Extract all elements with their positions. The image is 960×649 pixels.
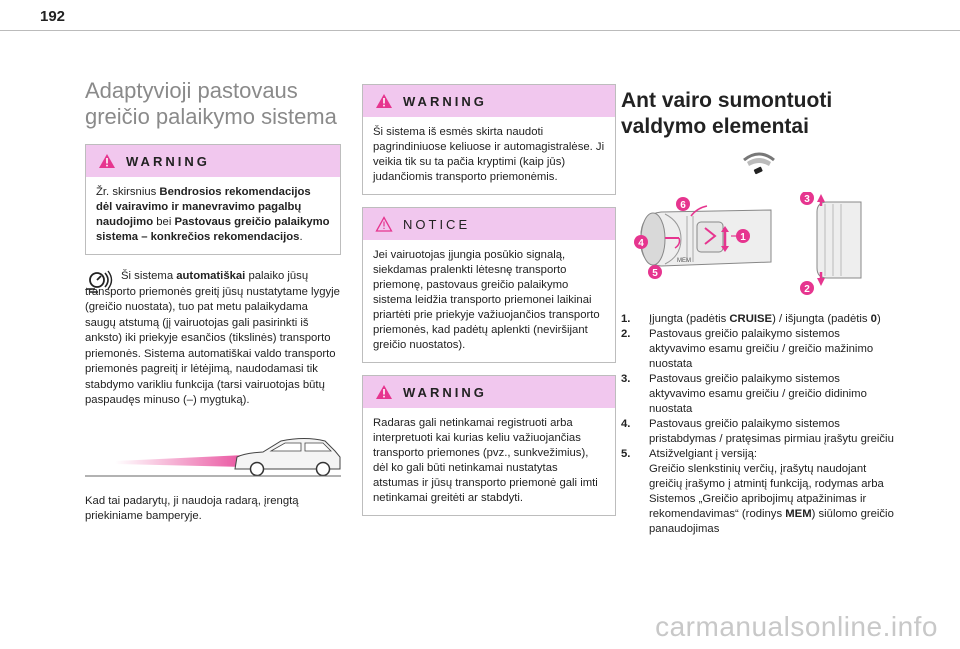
paragraph-text: Ši sistema (121, 270, 177, 282)
section-title-adaptive-cruise (85, 78, 341, 130)
list-number: 2. (621, 328, 631, 340)
list-text: Atsižvelgiant į versiją: (649, 448, 757, 460)
warning-text-part: Žr. skirsnius (96, 186, 160, 198)
column-middle (362, 84, 616, 528)
notice-label: NOTICE (403, 216, 471, 232)
warning-triangle-icon (98, 153, 116, 169)
warning-header (363, 85, 615, 117)
warning-triangle-icon (375, 93, 393, 109)
callout-1: 1 (740, 232, 746, 243)
stalk-text-mem: MEM (677, 258, 691, 264)
title-line-2: greičio palaikymo sistema (85, 104, 337, 129)
title-line-1: Adaptyvioji pastovaus (85, 78, 298, 103)
list-number: 3. (621, 373, 631, 385)
warning-text-bold: Bendrosios rekomendacijos dėl vairavimo ir manevravimo pagalbų naudojimo (96, 186, 311, 228)
warning-text: Radaras gali netinkamai registruoti arba interpretuoti kai kurias keliu važiuojančias transporto priemones (pvz., sunkvežimius), dėl ko gali būti netinkamai nustatytas atstumas ir jūsų transporto priemonė gali imti netinkamai greitėti ar stabdyti. (373, 417, 598, 504)
list-text: Sistemos „Greičio apribojimų atpažinimas ir rekomendavimas“ (rodinys (649, 493, 867, 520)
list-number: 4. (621, 418, 631, 430)
callout-4: 4 (638, 238, 644, 249)
warning-text: Ši sistema iš esmės skirta naudoti pagrindiniuose keliuose ir automagistralėse. Ji veikia tik su ta pačia kryptimi (kaip jūs) judančiomis transporto priemonėmis. (373, 126, 605, 183)
warning-header (363, 376, 615, 408)
controls-list (621, 312, 897, 537)
list-text: Pastovaus greičio palaikymo sistemos pristabdymas / pratęsimas pirmiau įrašytu greičiu (649, 418, 894, 445)
header-rule (0, 30, 960, 31)
list-item (621, 447, 897, 537)
warning-text-part: bei (153, 216, 175, 228)
list-text: ) siūlomo greičio panaudojimas (649, 508, 894, 535)
warning-text-part: . (299, 231, 303, 243)
section-title-controls (621, 88, 897, 140)
list-text: ) (876, 313, 881, 325)
notice-header (363, 208, 615, 240)
callout-3: 3 (804, 194, 810, 205)
warning-box-3 (362, 375, 616, 516)
title-line-1: Ant vairo sumontuoti (621, 89, 833, 112)
warning-box-2 (362, 84, 616, 195)
list-number: 5. (621, 448, 631, 460)
radar-car-illustration (85, 437, 341, 477)
list-text: Įjungta (padėtis (649, 313, 730, 325)
radar-paragraph: Kad tai padarytų, ji naudoja radarą, įrengtą priekiniame bamperyje. (85, 494, 299, 522)
list-item (621, 372, 897, 417)
callout-2: 2 (804, 284, 810, 295)
cruise-control-stalk-diagram (621, 192, 897, 297)
paragraph-bold: automatiškai (176, 270, 246, 282)
list-text: Pastovaus greičio palaikymo sistemos aktyvavimo esamu greičiu / greičio mažinimo nuostata (649, 328, 874, 370)
list-text: Pastovaus greičio palaikymo sistemos aktyvavimo esamu greičiu / greičio didinimo nuostata (649, 373, 867, 415)
warning-label: WARNING (126, 153, 210, 169)
warning-label: WARNING (403, 93, 487, 109)
list-bold: 0 (870, 313, 877, 325)
warning-header (86, 145, 340, 177)
notice-triangle-icon (375, 216, 393, 232)
list-bold: MEM (785, 508, 812, 520)
steering-wheel-icon (739, 144, 779, 180)
list-text: ) / išjungta (padėtis (772, 313, 871, 325)
column-left (85, 78, 341, 525)
title-line-2: valdymo elementai (621, 115, 809, 138)
page-number: 192 (40, 8, 66, 25)
list-item (621, 417, 897, 447)
list-item (621, 312, 897, 327)
intro-paragraph (85, 269, 341, 409)
column-right (621, 80, 897, 537)
notice-text: Jei vairuotojas įjungia posūkio signalą, siekdamas pralenkti lėtesnę transporto priemonę, pastovaus greičio palaikymo sistema leidžia transporto priemonei laikinai priartėti prie priekyje važiuojančios transporto priemonės, kad padėtų aplenkti (neviršijant greičio nuostatos). (373, 249, 600, 351)
callout-6: 6 (680, 200, 686, 211)
list-item (621, 327, 897, 372)
list-bold: CRUISE (729, 313, 773, 325)
notice-box (362, 207, 616, 363)
list-number: 1. (621, 313, 631, 325)
list-text: Greičio slenkstinių verčių, įrašytų naudojant greičių įrašymo į atmintį funkciją, rodymas arba (649, 463, 884, 490)
warning-label: WARNING (403, 384, 487, 400)
warning-triangle-icon (375, 384, 393, 400)
warning-text-bold: Pastovaus greičio palaikymo sistema – konkrečios rekomendacijos (96, 216, 330, 243)
adaptive-cruise-icon (85, 269, 115, 295)
warning-box-1 (85, 144, 341, 255)
watermark: carmanualsonline.info (655, 611, 938, 642)
warning-text (86, 177, 340, 254)
callout-5: 5 (652, 268, 658, 279)
paragraph-text: palaiko jūsų transporto priemonės greitį jūsų nustatytame lygyje (greičio nuostata), tuo pat metu palaikydama saugų atstumą (jį vairuotojas gali pasirinkti iš anksto) iki priekyje esančios (tikslinės) transporto priemonės. Sistema automatiškai valdo transporto priemonės pagreitį ir lėtėjimą, naudodamasi tik stabdymo varikliu funkcija (tarsi vairuotojas būtų paspaudęs minuso (–) mygtuką). (85, 270, 340, 406)
